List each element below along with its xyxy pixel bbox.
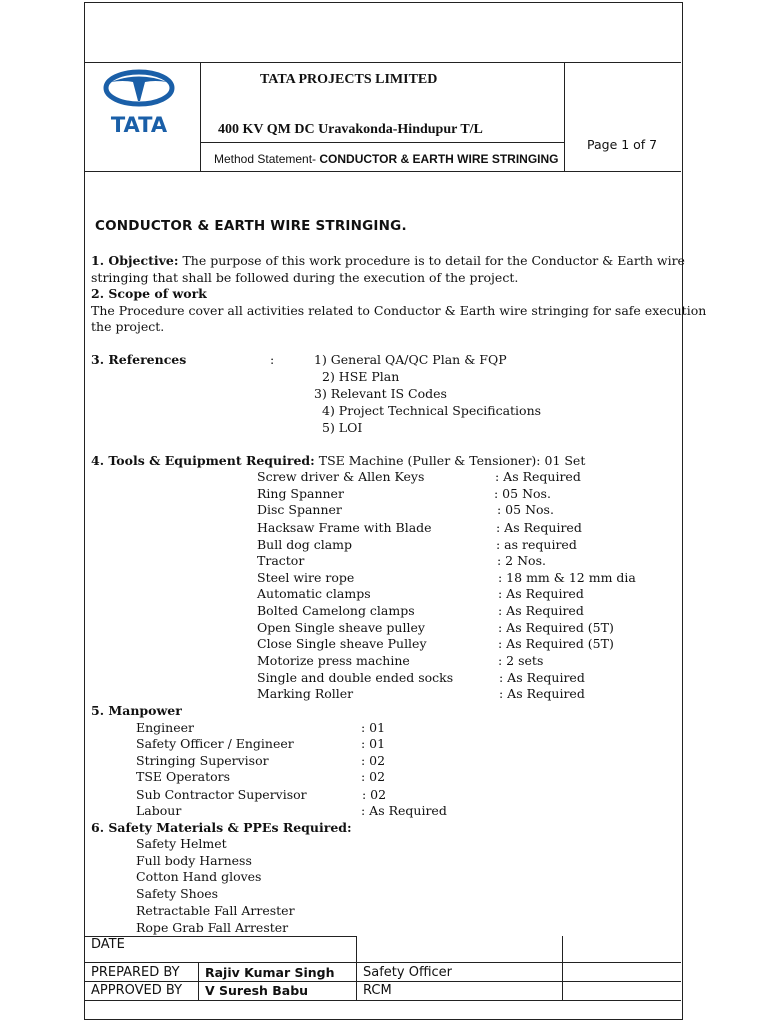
tool-name: Tractor [257,553,305,568]
signoff-col-rule-4 [562,936,563,1000]
safety-item: Retractable Fall Arrester [136,903,295,918]
method-prefix: Method Statement- [214,152,320,166]
tool-name: Hacksaw Frame with Blade [257,520,432,535]
header-inner-rule [200,142,564,143]
tata-logo-icon [93,68,185,138]
approved-by-name: V Suresh Babu [205,983,309,998]
scope-label: 2. Scope of work [91,286,207,301]
tool-name: Marking Roller [257,686,354,701]
tool-name: Motorize press machine [257,653,410,668]
manpower-role: Sub Contractor Supervisor [136,787,307,802]
objective-line-1 [91,253,685,270]
prepared-by-name: Rajiv Kumar Singh [205,965,335,980]
manpower-role: Engineer [136,720,194,735]
tool-name: Bolted Camelong clamps [257,603,415,618]
tool-qty: : 2 sets [498,653,544,668]
tool-qty: : 2 Nos. [497,553,546,568]
tool-name: Automatic clamps [257,586,371,601]
tool-qty: : 05 Nos. [494,486,551,501]
approved-by-label: APPROVED BY [91,983,183,998]
manpower-qty: : 02 [361,753,386,768]
tool-name: Steel wire rope [257,570,355,585]
reference-item: 4) Project Technical Specifications [322,403,542,418]
safety-label: 6. Safety Materials & PPEs Required: [91,820,352,835]
header-divider-right [564,62,565,171]
objective-label: 1. Objective: [91,253,179,268]
tool-name: Open Single sheave pulley [257,620,425,635]
manpower-role: Labour [136,803,182,818]
tool-name: Bull dog clamp [257,537,353,552]
manpower-qty: : 01 [361,736,386,751]
manpower-qty: : 01 [361,720,386,735]
tool-qty: : As Required [499,670,585,685]
project-name: 400 KV QM DC Uravakonda-Hindupur T/L [218,122,483,137]
safety-item: Cotton Hand gloves [136,869,262,884]
tool-name: Ring Spanner [257,486,344,501]
signoff-col-rule-3 [356,936,357,1000]
tools-first-item: TSE Machine (Puller & Tensioner): 01 Set [314,453,586,468]
tool-qty: : As Required [499,686,585,701]
manpower-role: Safety Officer / Engineer [136,736,294,751]
method-title: CONDUCTOR & EARTH WIRE STRINGING [319,152,559,166]
reference-item: 3) Relevant IS Codes [314,386,447,401]
tool-name: Disc Spanner [257,502,342,517]
tata-logo [93,68,185,138]
manpower-label: 5. Manpower [91,703,182,718]
tool-name: Close Single sheave Pulley [257,636,427,651]
scope-line-1: The Procedure cover all activities related to Conductor & Earth wire stringing for safe execution [91,303,707,318]
tool-qty: : As Required [495,469,581,484]
manpower-qty: : 02 [361,769,386,784]
reference-item: 5) LOI [322,420,363,435]
date-label: DATE [91,937,125,952]
approved-by-role: RCM [363,983,392,998]
prepared-by-role: Safety Officer [363,965,453,980]
header-bottom-rule [84,171,681,172]
reference-item: 2) HSE Plan [322,369,400,384]
objective-text-1: The purpose of this work procedure is to detail for the Conductor & Earth wire [178,253,685,268]
safety-item: Safety Shoes [136,886,219,901]
manpower-role: TSE Operators [136,769,231,784]
scope-line-2: the project. [91,319,165,334]
safety-item: Full body Harness [136,853,252,868]
header-top-rule [84,62,681,63]
tool-qty: : As Required [496,520,582,535]
safety-item: Safety Helmet [136,836,227,851]
references-colon: : [270,352,275,367]
objective-line-2: stringing that shall be followed during the execution of the project. [91,270,519,285]
safety-item: Rope Grab Fall Arrester [136,920,289,935]
tools-label: 4. Tools & Equipment Required: [91,453,315,468]
references-label: 3. References [91,352,187,367]
reference-item: 1) General QA/QC Plan & FQP [314,352,507,367]
company-name: TATA PROJECTS LIMITED [260,72,438,87]
manpower-qty: : 02 [362,787,387,802]
tool-qty: : As Required [498,603,584,618]
manpower-qty: : As Required [361,803,447,818]
manpower-role: Stringing Supervisor [136,753,269,768]
tool-qty: : As Required (5T) [498,620,614,635]
method-statement [214,152,559,166]
tool-name: Single and double ended socks [257,670,454,685]
tool-qty: : 18 mm & 12 mm dia [498,570,636,585]
tool-qty: : as required [496,537,577,552]
page-indicator: Page 1 of 7 [587,137,658,152]
signoff-rule-1 [84,962,681,963]
header-divider-left [200,62,201,171]
tool-name: Screw driver & Allen Keys [257,469,425,484]
signoff-rule-3 [84,1000,681,1001]
tool-qty: : 05 Nos. [497,502,554,517]
prepared-by-label: PREPARED BY [91,965,180,980]
tool-qty: : As Required (5T) [498,636,614,651]
tool-qty: : As Required [498,586,584,601]
logo-wordmark: TATA [110,113,168,137]
tools-heading [91,453,585,470]
document-title: CONDUCTOR & EARTH WIRE STRINGING. [95,218,407,234]
signoff-rule-2 [84,981,681,982]
